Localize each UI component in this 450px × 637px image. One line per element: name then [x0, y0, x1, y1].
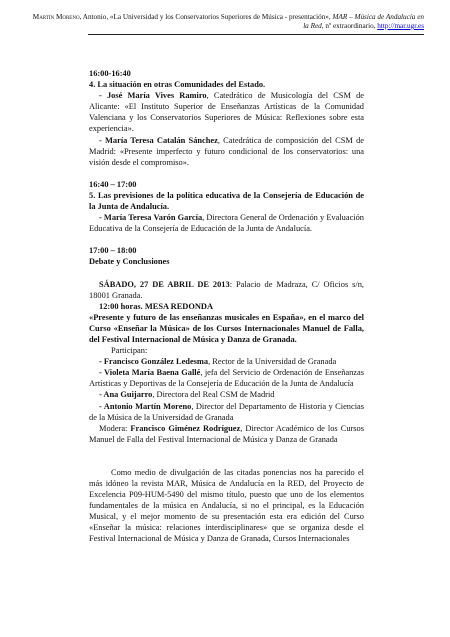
- session-time: 16:40 – 17:00: [89, 179, 137, 189]
- header-citation-a: , Antonio, «La Universidad y los Conservatorios Superiores de Música - presentación»,: [79, 13, 333, 21]
- participant-name: - Antonio Martín Moreno: [99, 401, 192, 411]
- moderator-text: , Director Académico de los Cursos Manuel de Falla del Festival Internacional de Música y Danza de Granada: [89, 423, 364, 444]
- session-title: 5. Las previsiones de la política educativa de la Consejería de Educación de la Junta de Andalucía.: [89, 190, 364, 212]
- header-author: Martín Moreno: [32, 13, 80, 21]
- participant-entry: [89, 389, 364, 400]
- saturday-date-line: [89, 279, 364, 301]
- header-url-link[interactable]: http://mar.ugr.es: [377, 22, 424, 30]
- saturday-place: : Palacio de Madraza, C/ Oficios s/n, 18001 Granada.: [89, 279, 365, 300]
- speaker-entry: [89, 90, 364, 134]
- participant-text: , Rector de la Universidad de Granada: [208, 357, 337, 367]
- participant-name: - Violeta María Baena Gallé: [99, 368, 201, 378]
- round-table-time: 12:00 horas. MESA REDONDA: [99, 301, 213, 311]
- saturday-date: SÁBADO, 27 DE ABRIL DE 2013: [99, 279, 230, 289]
- speaker-entry: [89, 135, 364, 168]
- session-time: 17:00 – 18:00: [89, 246, 137, 256]
- session-time: 16:00-16:40: [89, 69, 131, 78]
- session-title: 4. La situación en otras Comunidades del Estado.: [89, 80, 266, 90]
- document-body: [89, 68, 364, 545]
- participants-label: Participan:: [111, 346, 148, 356]
- header-rule: [88, 34, 424, 35]
- participant-name: - Ana Guijarro: [99, 390, 153, 400]
- moderator-entry: [89, 423, 364, 445]
- speaker-text: , Directora General de Ordenación y Evaluación Educativa de la Consejería de Educación de la Junta de Andalucía.: [89, 213, 364, 234]
- participant-text: , jefa del Servicio de Ordenación de Enseñanzas Artísticas y Deportivas de la Consejería de Educación de la Junta de Andalucía: [89, 368, 364, 389]
- participant-entry: [89, 401, 364, 423]
- closing-paragraph: Como medio de divulgación de las citadas ponencias nos ha parecido el más idóneo la revista MAR, Música de Andalucía en la RED, del Proyecto de Excelencia P09-HUM-5490 del mismo título, puesto que uno de los elementos fundamentales de la música en Andalucía, si no el principal, es la Educación Musical, y el mejor momento de su presentación esta era edición del Curso «Enseñar la música: relaciones interdisciplinares» que se organiza desde el Festival Internacional de Música y Danza de Granada, Cursos Internacionales: [89, 467, 364, 544]
- participant-name: - Francisco González Ledesma: [99, 357, 209, 367]
- participant-text: , Directora del Real CSM de Madrid: [152, 390, 275, 400]
- participant-entry: [89, 367, 364, 389]
- speaker-name: - María Teresa Catalán Sánchez: [99, 135, 218, 145]
- participant-entry: [89, 356, 364, 367]
- speaker-name: - María Teresa Varón García: [99, 213, 203, 223]
- header-citation-b: , nº extraordinario,: [321, 22, 378, 30]
- header-journal: MAR – Música de Andalucía en la Red: [303, 13, 424, 30]
- speaker-text: , Catedrática de composición del CSM de Madrid: «Presente imperfecto y futuro condicional de los conservatorios: una visión desde el compromiso».: [89, 135, 365, 167]
- moderator-name: Francisco Giménez Rodríguez: [130, 423, 241, 433]
- session-title: Debate y Conclusiones: [89, 257, 170, 267]
- moderator-label: Modera:: [99, 423, 131, 433]
- speaker-text: , Catedrático de Musicología del CSM de Alicante: «El Instituto Superior de Enseñanzas Artísticas de la Comunidad Valenciana y los Conservatorios Superiores de Música: Reflexiones sobre esta experiencia».: [89, 91, 364, 134]
- speaker-name: - José María Vives Ramiro: [99, 91, 207, 101]
- participant-text: , Director del Departamento de Historia y Ciencias de la Música de la Universidad de Granada: [89, 401, 365, 422]
- running-header: [28, 13, 424, 31]
- round-table-title: «Presente y futuro de las enseñanzas musicales en España», en el marco del Curso «Enseñar la Música» de los Cursos Internacionales Manuel de Falla, del Festival Internacional de Música y Danza de Granada.: [89, 312, 364, 344]
- speaker-entry: [89, 212, 364, 234]
